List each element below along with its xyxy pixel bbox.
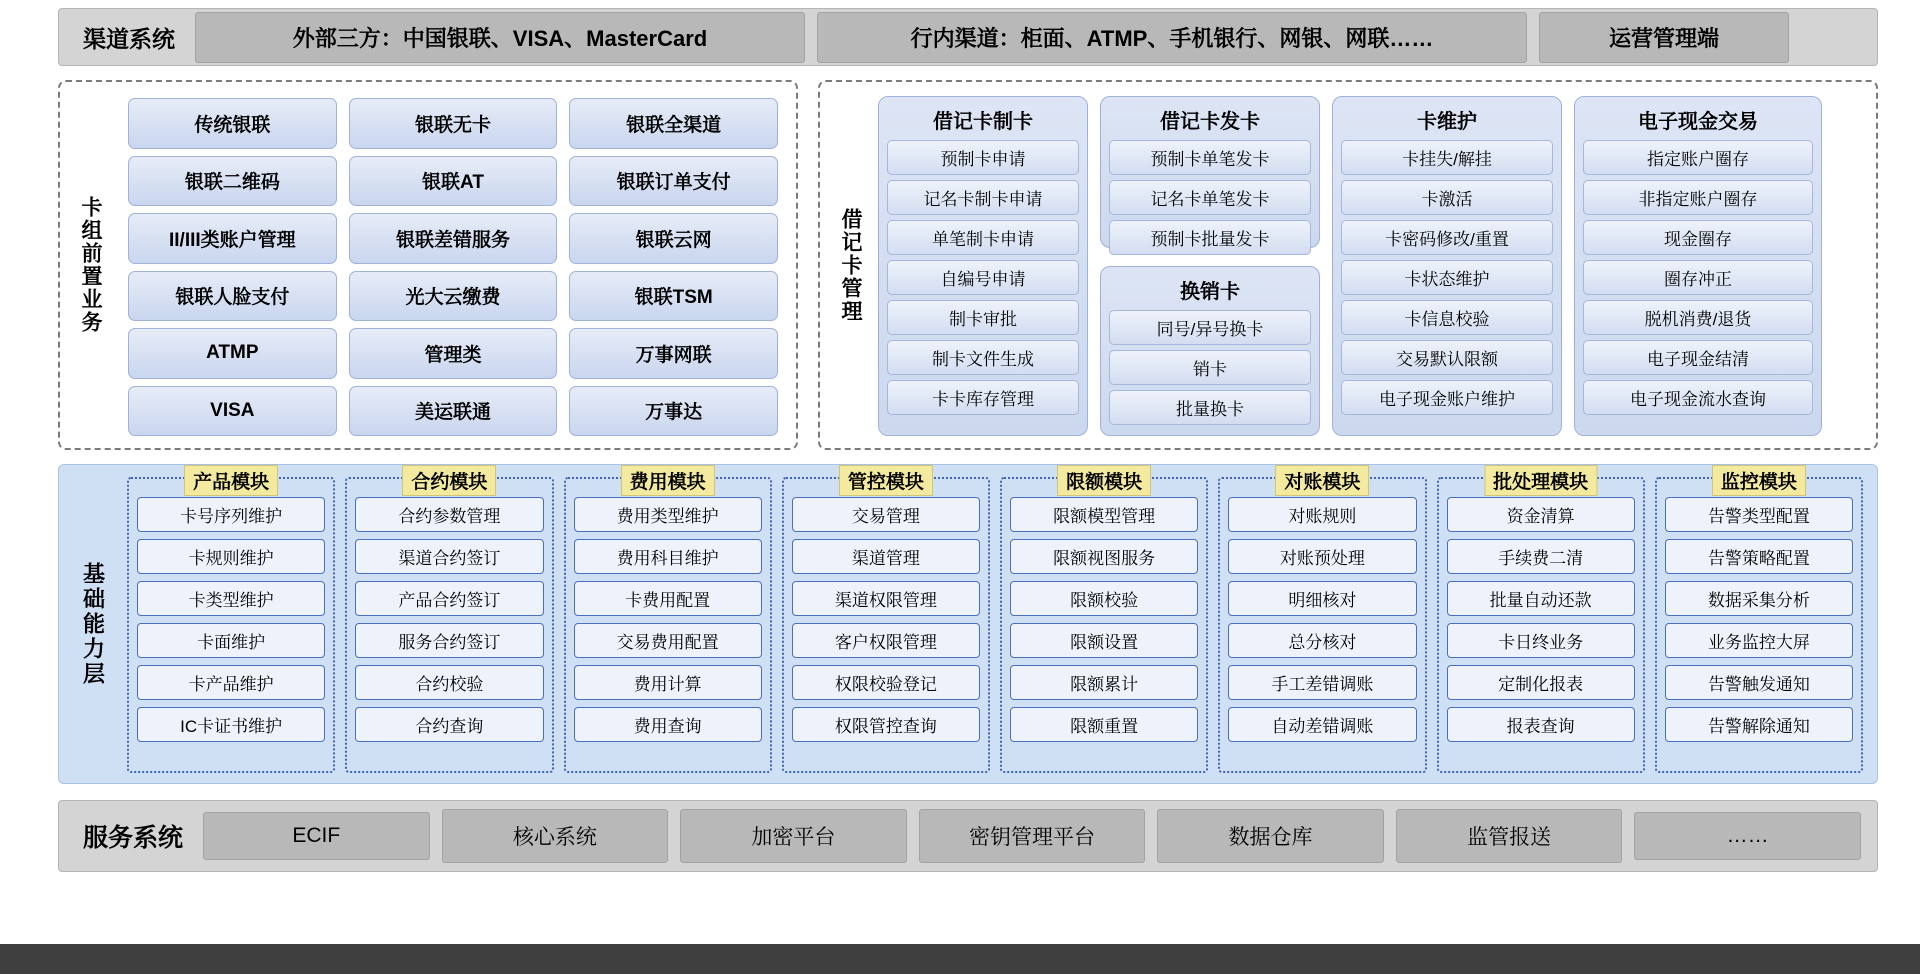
module-item[interactable]: 渠道权限管理 — [792, 581, 980, 616]
group-item[interactable]: 电子现金账户维护 — [1341, 380, 1553, 415]
module-item[interactable]: 服务合约签订 — [355, 623, 543, 658]
channel-chip-external-third-party[interactable]: 外部三方：中国银联、VISA、MasterCard — [195, 12, 805, 63]
group-title: 借记卡制卡 — [933, 111, 1033, 133]
channel-system-row — [58, 8, 1878, 66]
card-org-item[interactable]: 银联二维码 — [128, 156, 337, 207]
module-title: 限额模块 — [1057, 465, 1151, 496]
service-system-title: 服务系统 — [83, 824, 184, 852]
base-capability-layer — [58, 464, 1878, 784]
module-item[interactable]: 限额视图服务 — [1010, 539, 1198, 574]
channel-chip-internal-channels[interactable]: 行内渠道：柜面、ATMP、手机银行、网银、网联…… — [817, 12, 1527, 63]
module-item[interactable]: 卡日终业务 — [1447, 623, 1635, 658]
module-fee — [564, 472, 772, 773]
card-org-item[interactable]: ATMP — [128, 328, 337, 379]
module-item[interactable]: 卡产品维护 — [137, 665, 325, 700]
group-item[interactable]: 电子现金结清 — [1583, 340, 1813, 375]
group-item[interactable]: 预制卡申请 — [887, 140, 1079, 175]
group-item[interactable]: 制卡审批 — [887, 300, 1079, 335]
group-debit-card-issuance — [1100, 96, 1320, 248]
card-org-item[interactable]: 银联无卡 — [349, 98, 558, 149]
group-card-maintenance — [1332, 96, 1562, 436]
card-org-item[interactable]: 银联云网 — [569, 213, 778, 264]
group-item[interactable]: 卡挂失/解挂 — [1341, 140, 1553, 175]
module-item[interactable]: 渠道合约签订 — [355, 539, 543, 574]
channel-chip-operation-console[interactable]: 运营管理端 — [1539, 12, 1789, 63]
module-item[interactable]: 渠道管理 — [792, 539, 980, 574]
module-item[interactable]: 定制化报表 — [1447, 665, 1635, 700]
module-item[interactable]: 交易管理 — [792, 497, 980, 532]
module-item[interactable]: 限额累计 — [1010, 665, 1198, 700]
module-contract — [345, 472, 553, 773]
module-item[interactable]: 告警触发通知 — [1665, 665, 1853, 700]
service-chip-core-system[interactable]: 核心系统 — [442, 809, 669, 863]
module-item[interactable]: 权限校验登记 — [792, 665, 980, 700]
group-item[interactable]: 圈存冲正 — [1583, 260, 1813, 295]
module-item[interactable]: IC卡证书维护 — [137, 707, 325, 742]
module-title: 费用模块 — [621, 465, 715, 496]
module-item[interactable]: 客户权限管理 — [792, 623, 980, 658]
debit-card-management-label: 借记卡管理 — [839, 207, 862, 323]
card-org-item[interactable]: 银联全渠道 — [569, 98, 778, 149]
module-item[interactable]: 卡类型维护 — [137, 581, 325, 616]
module-monitoring — [1655, 472, 1863, 773]
module-item[interactable]: 费用计算 — [574, 665, 762, 700]
bottom-bar — [0, 944, 1920, 974]
module-item[interactable]: 限额模型管理 — [1010, 497, 1198, 532]
module-title: 对账模块 — [1275, 465, 1369, 496]
group-item[interactable]: 卡密码修改/重置 — [1341, 220, 1553, 255]
group-item[interactable]: 预制卡单笔发卡 — [1109, 140, 1311, 175]
group-item[interactable]: 销卡 — [1109, 350, 1311, 385]
group-title: 换销卡 — [1180, 281, 1240, 303]
group-item[interactable]: 自编号申请 — [887, 260, 1079, 295]
module-item[interactable]: 业务监控大屏 — [1665, 623, 1853, 658]
module-batch-processing — [1437, 472, 1645, 773]
module-title: 合约模块 — [402, 465, 496, 496]
group-title: 卡维护 — [1417, 111, 1477, 133]
card-organization-front-business-box — [58, 80, 798, 450]
module-control — [782, 472, 990, 773]
group-item[interactable]: 批量换卡 — [1109, 390, 1311, 425]
module-title: 管控模块 — [839, 465, 933, 496]
module-item[interactable]: 手续费二清 — [1447, 539, 1635, 574]
module-item[interactable]: 对账规则 — [1228, 497, 1416, 532]
group-item[interactable]: 卡状态维护 — [1341, 260, 1553, 295]
card-org-item[interactable]: 银联人脸支付 — [128, 271, 337, 322]
group-title: 电子现金交易 — [1638, 111, 1758, 133]
service-system-row — [58, 800, 1878, 872]
group-debit-card-production — [878, 96, 1088, 436]
architecture-diagram — [58, 8, 1878, 928]
group-electronic-cash-transaction — [1574, 96, 1822, 436]
group-item[interactable]: 现金圈存 — [1583, 220, 1813, 255]
module-item[interactable]: 资金清算 — [1447, 497, 1635, 532]
module-item[interactable]: 数据采集分析 — [1665, 581, 1853, 616]
base-capability-modules — [127, 472, 1863, 773]
service-chip-encryption-platform[interactable]: 加密平台 — [680, 809, 907, 863]
card-organization-label: 卡组前置业务 — [79, 196, 102, 334]
card-org-item[interactable]: 美运联通 — [349, 386, 558, 437]
module-item[interactable]: 卡面维护 — [137, 623, 325, 658]
module-title: 监控模块 — [1712, 465, 1806, 496]
service-chip-key-management-platform[interactable]: 密钥管理平台 — [919, 809, 1146, 863]
card-org-item[interactable]: II/III类账户管理 — [128, 213, 337, 264]
card-org-item[interactable]: 银联差错服务 — [349, 213, 558, 264]
card-org-item[interactable]: 光大云缴费 — [349, 271, 558, 322]
module-item[interactable]: 合约校验 — [355, 665, 543, 700]
module-item[interactable]: 费用查询 — [574, 707, 762, 742]
module-item[interactable]: 对账预处理 — [1228, 539, 1416, 574]
module-item[interactable]: 报表查询 — [1447, 707, 1635, 742]
module-item[interactable]: 费用类型维护 — [574, 497, 762, 532]
card-org-item[interactable]: 管理类 — [349, 328, 558, 379]
module-item[interactable]: 告警类型配置 — [1665, 497, 1853, 532]
group-item[interactable]: 预制卡批量发卡 — [1109, 220, 1311, 255]
module-item[interactable]: 合约参数管理 — [355, 497, 543, 532]
service-chip-ecif[interactable]: ECIF — [203, 812, 430, 860]
group-item[interactable]: 卡卡库存管理 — [887, 380, 1079, 415]
module-title: 批处理模块 — [1484, 465, 1597, 496]
module-product — [127, 472, 335, 773]
group-card-replacement-cancellation — [1100, 266, 1320, 436]
module-title: 产品模块 — [184, 465, 278, 496]
module-item[interactable]: 权限管控查询 — [792, 707, 980, 742]
module-item[interactable]: 卡规则维护 — [137, 539, 325, 574]
group-item[interactable]: 单笔制卡申请 — [887, 220, 1079, 255]
module-reconciliation — [1218, 472, 1426, 773]
group-item[interactable]: 同号/异号换卡 — [1109, 310, 1311, 345]
group-title: 借记卡发卡 — [1160, 111, 1260, 133]
module-item[interactable]: 告警策略配置 — [1665, 539, 1853, 574]
module-item[interactable]: 告警解除通知 — [1665, 707, 1853, 742]
module-item[interactable]: 手工差错调账 — [1228, 665, 1416, 700]
card-org-item[interactable]: VISA — [128, 386, 337, 437]
module-item[interactable]: 限额校验 — [1010, 581, 1198, 616]
card-org-item[interactable]: 银联AT — [349, 156, 558, 207]
card-org-item[interactable]: 传统银联 — [128, 98, 337, 149]
card-org-item[interactable]: 银联TSM — [569, 271, 778, 322]
module-limit — [1000, 472, 1208, 773]
group-item[interactable]: 记名卡单笔发卡 — [1109, 180, 1311, 215]
group-item[interactable]: 卡激活 — [1341, 180, 1553, 215]
group-item[interactable]: 交易默认限额 — [1341, 340, 1553, 375]
module-item[interactable]: 合约查询 — [355, 707, 543, 742]
group-item[interactable]: 脱机消费/退货 — [1583, 300, 1813, 335]
service-chip-data-warehouse[interactable]: 数据仓库 — [1157, 809, 1384, 863]
module-item[interactable]: 限额重置 — [1010, 707, 1198, 742]
module-item[interactable]: 产品合约签订 — [355, 581, 543, 616]
module-item[interactable]: 卡费用配置 — [574, 581, 762, 616]
card-organization-grid — [128, 98, 778, 436]
card-org-item[interactable]: 万事网联 — [569, 328, 778, 379]
group-item[interactable]: 卡信息校验 — [1341, 300, 1553, 335]
module-item[interactable]: 总分核对 — [1228, 623, 1416, 658]
group-item[interactable]: 指定账户圈存 — [1583, 140, 1813, 175]
module-item[interactable]: 自动差错调账 — [1228, 707, 1416, 742]
group-item[interactable]: 电子现金流水查询 — [1583, 380, 1813, 415]
service-chip-more[interactable]: …… — [1634, 812, 1861, 860]
module-item[interactable]: 明细核对 — [1228, 581, 1416, 616]
card-org-item[interactable]: 万事达 — [569, 386, 778, 437]
module-item[interactable]: 交易费用配置 — [574, 623, 762, 658]
debit-card-management-box — [818, 80, 1878, 450]
module-item[interactable]: 批量自动还款 — [1447, 581, 1635, 616]
service-chip-regulatory-reporting[interactable]: 监管报送 — [1396, 809, 1623, 863]
group-item[interactable]: 非指定账户圈存 — [1583, 180, 1813, 215]
base-capability-layer-label: 基础能力层 — [80, 561, 106, 687]
channel-system-title: 渠道系统 — [83, 25, 175, 52]
group-item[interactable]: 制卡文件生成 — [887, 340, 1079, 375]
module-item[interactable]: 卡号序列维护 — [137, 497, 325, 532]
card-org-item[interactable]: 银联订单支付 — [569, 156, 778, 207]
module-item[interactable]: 费用科目维护 — [574, 539, 762, 574]
module-item[interactable]: 限额设置 — [1010, 623, 1198, 658]
group-item[interactable]: 记名卡制卡申请 — [887, 180, 1079, 215]
